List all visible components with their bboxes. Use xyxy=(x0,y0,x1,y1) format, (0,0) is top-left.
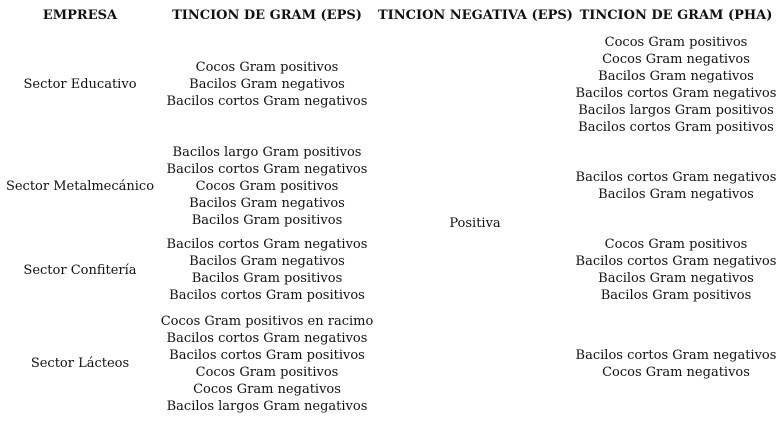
gram-eps-item: Bacilos Gram positivos xyxy=(191,212,343,228)
empresa-label: Sector Lácteos xyxy=(30,355,130,371)
table-header xyxy=(0,8,784,28)
gram-eps-item: Cocos Gram positivos en racimo xyxy=(160,314,374,329)
gram-eps-item: Cocos Gram positivos xyxy=(195,59,339,75)
negativa-value: Positiva xyxy=(449,216,501,231)
gram-pha-item: Bacilos cortos Gram positivos xyxy=(578,120,774,135)
row-0-gram-pha xyxy=(568,33,784,137)
row-3-gram-pha xyxy=(568,346,784,382)
gram-pha-item: Bacilos cortos Gram negativos xyxy=(575,254,777,269)
header-empresa: EMPRESA xyxy=(42,8,118,23)
empresa-label: Sector Metalmecánico xyxy=(5,178,155,194)
row-3-empresa xyxy=(0,353,160,373)
gram-eps-item: Bacilos cortos Gram positivos xyxy=(169,288,365,303)
gram-pha-item: Cocos Gram positivos xyxy=(604,35,748,50)
gram-pha-item: Bacilos Gram negativos xyxy=(598,271,754,286)
gram-pha-item: Bacilos Gram negativos xyxy=(598,69,754,84)
header-gram-pha: TINCION DE GRAM (PHA) xyxy=(579,8,773,23)
gram-pha-item: Bacilos Gram positivos xyxy=(600,288,752,303)
gram-eps-item: Bacilos cortos Gram positivos xyxy=(169,348,365,363)
gram-pha-item: Cocos Gram negativos xyxy=(602,365,750,380)
gram-eps-item: Cocos Gram positivos xyxy=(195,365,339,380)
row-0-empresa xyxy=(0,74,160,94)
gram-eps-item: Bacilos Gram negativos xyxy=(189,76,345,92)
gram-eps-item: Bacilos Gram negativos xyxy=(189,254,345,269)
gram-pha-item: Cocos Gram negativos xyxy=(602,52,750,67)
gram-pha-item: Bacilos largos Gram positivos xyxy=(578,103,774,118)
row-1-empresa xyxy=(0,176,160,196)
row-2-gram-pha xyxy=(568,236,784,304)
gram-eps-item: Cocos Gram positivos xyxy=(195,178,339,194)
gram-pha-item: Bacilos cortos Gram negativos xyxy=(575,86,777,101)
gram-eps-item: Cocos Gram negativos xyxy=(193,382,341,397)
gram-eps-item: Bacilos Gram negativos xyxy=(189,195,345,211)
gram-pha-item: Cocos Gram positivos xyxy=(604,237,748,252)
row-2-gram-eps xyxy=(154,236,380,304)
header-gram-eps: TINCION DE GRAM (EPS) xyxy=(172,8,362,23)
gram-eps-item: Bacilos largo Gram positivos xyxy=(172,144,362,160)
row-1-gram-pha xyxy=(568,168,784,204)
gram-pha-item: Bacilos Gram negativos xyxy=(598,187,754,202)
gram-pha-item: Bacilos cortos Gram negativos xyxy=(575,348,777,363)
gram-eps-item: Bacilos Gram positivos xyxy=(191,271,343,286)
gram-eps-item: Bacilos cortos Gram negativos xyxy=(166,237,368,252)
empresa-label: Sector Educativo xyxy=(23,76,137,92)
row-0-gram-eps xyxy=(154,58,380,110)
gram-eps-item: Bacilos cortos Gram negativos xyxy=(166,331,368,346)
header-negativa-eps: TINCION NEGATIVA (EPS) xyxy=(378,8,573,23)
gram-eps-item: Bacilos cortos Gram negativos xyxy=(166,93,368,109)
row-3-gram-eps xyxy=(154,312,380,416)
gram-eps-item: Bacilos cortos Gram negativos xyxy=(166,161,368,177)
empresa-label: Sector Confitería xyxy=(23,262,137,278)
row-1-gram-eps xyxy=(154,143,380,229)
gram-pha-item: Bacilos cortos Gram negativos xyxy=(575,170,777,185)
gram-eps-item: Bacilos largos Gram negativos xyxy=(166,399,368,414)
row-2-empresa xyxy=(0,260,160,280)
